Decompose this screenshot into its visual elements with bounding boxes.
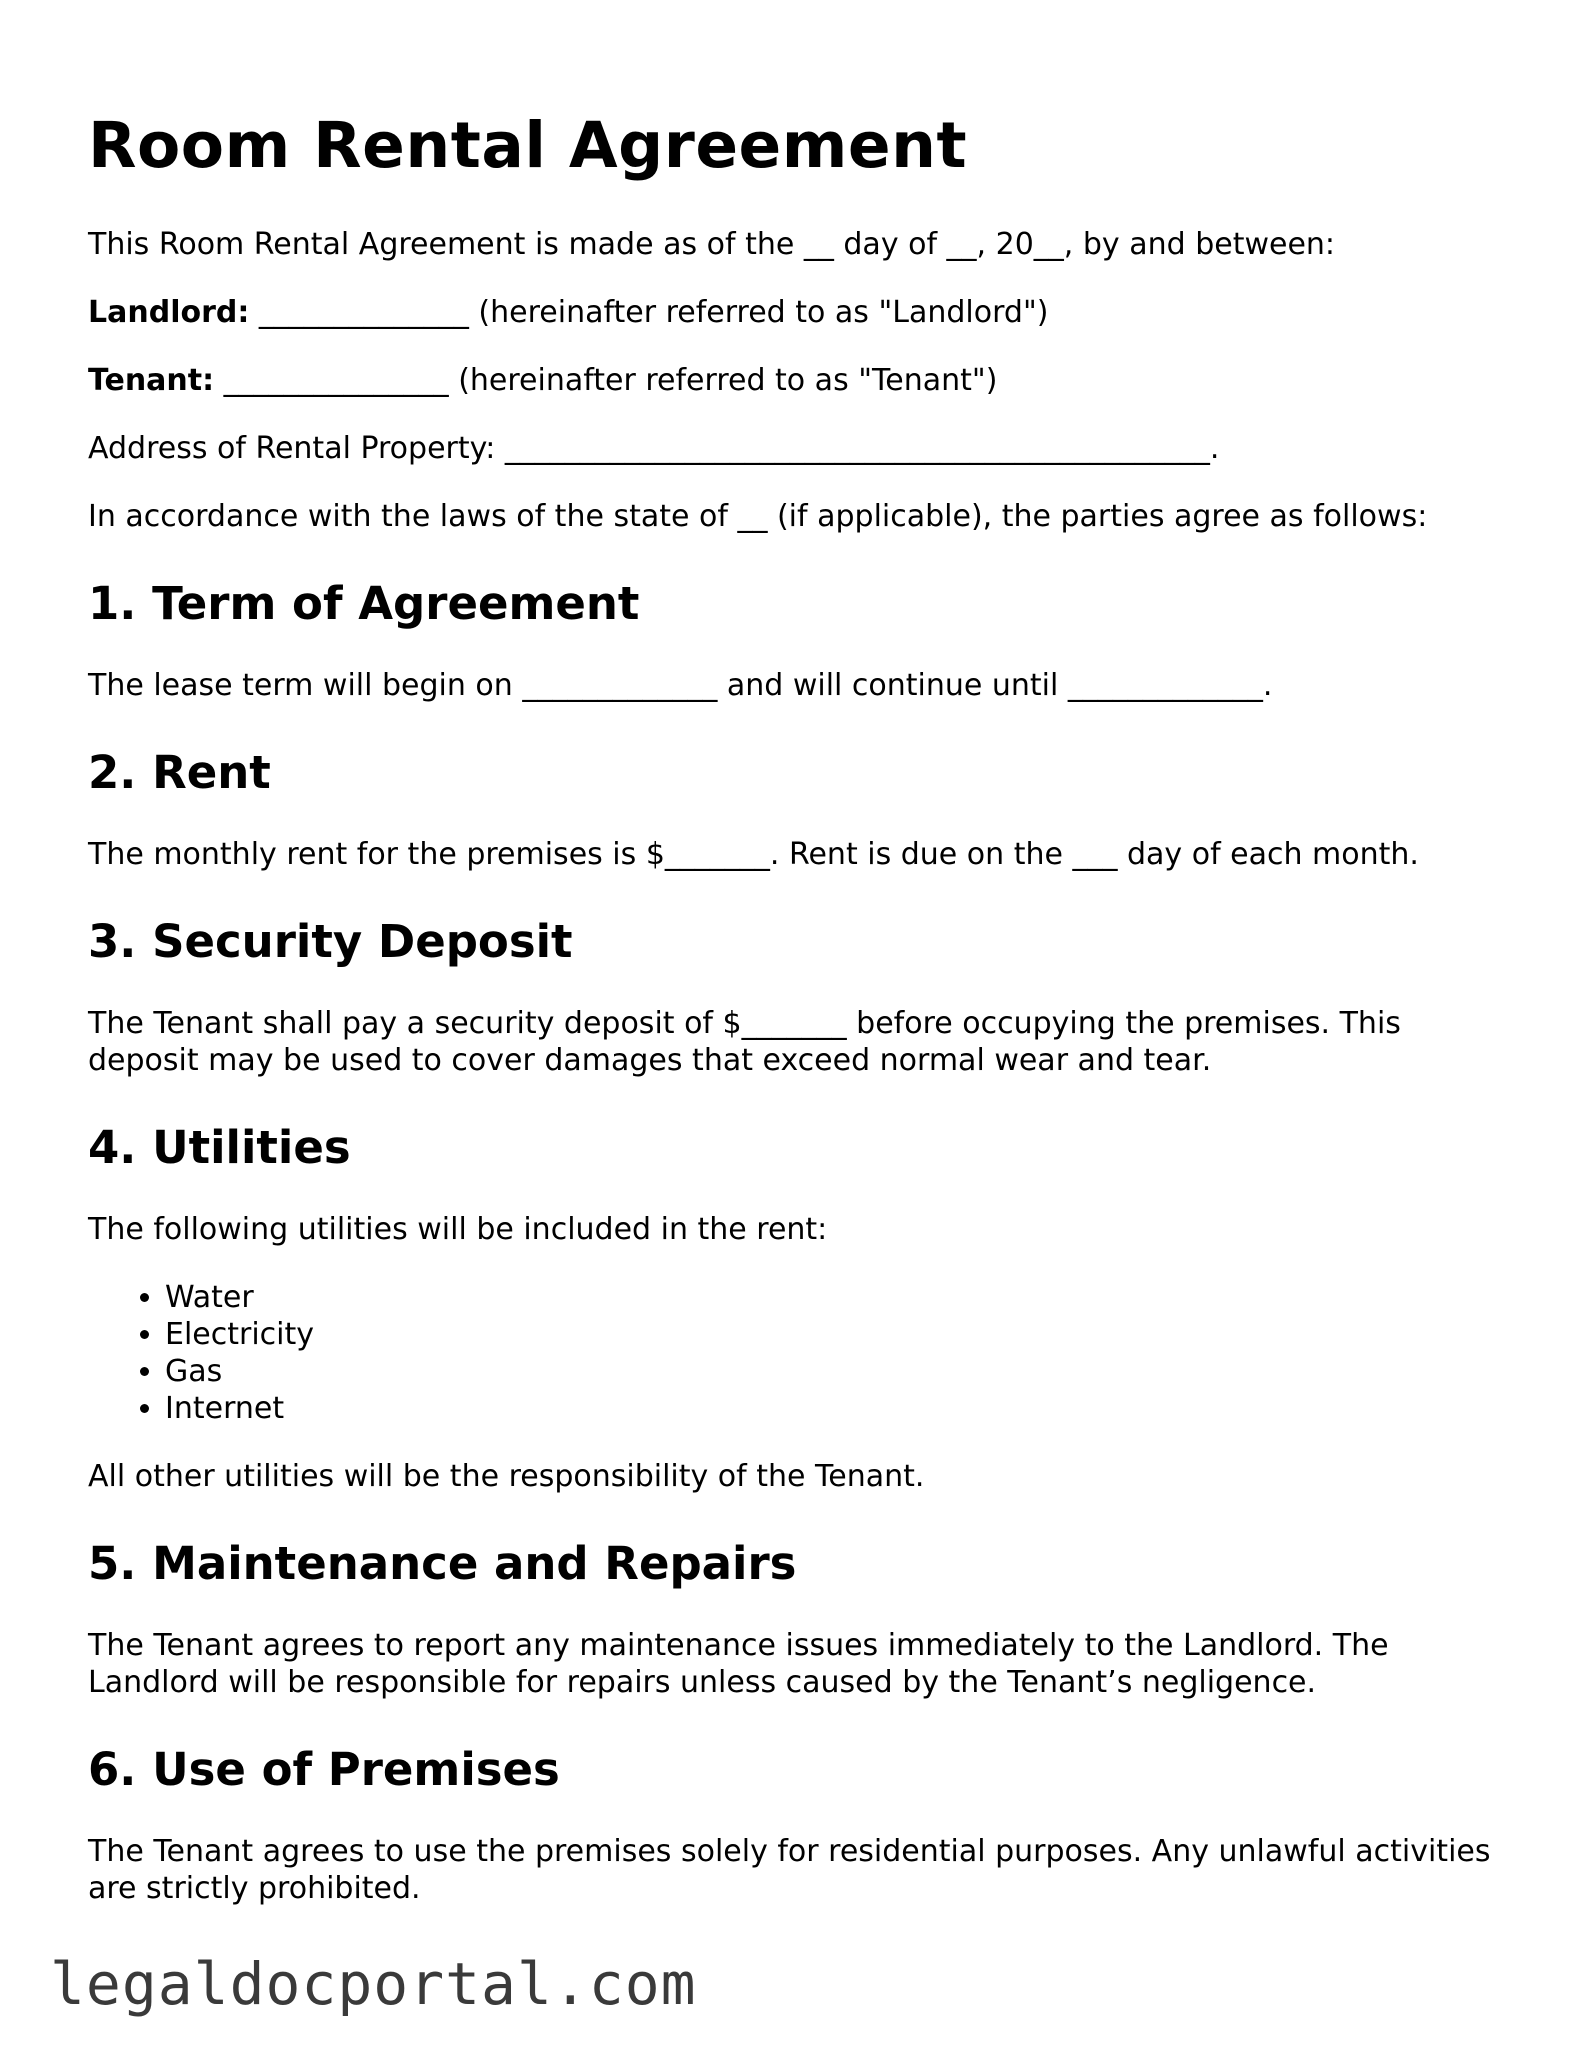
tenant-label: Tenant: (88, 362, 215, 398)
landlord-blank: ______________ (hereinafter referred to as "Landlord") (249, 294, 1049, 330)
document-page (88, 108, 1518, 1938)
document-title: Room Rental Agreement (88, 109, 968, 182)
address-line: Address of Rental Property: _______________________________________________. (88, 430, 1220, 466)
section-text-term: The lease term will begin on _____________ and will continue until _____________. (88, 667, 1273, 703)
utilities-list-item: • Water (165, 1279, 1518, 1316)
section-heading-rent: 2. Rent (88, 745, 271, 799)
section-text-utilities: The following utilities will be included in the rent: (88, 1211, 828, 1247)
intro-paragraph: This Room Rental Agreement is made as of the __ day of __, 20__, by and between: (88, 226, 1336, 262)
section-heading-utilities: 4. Utilities (88, 1120, 351, 1174)
landlord-line (88, 294, 1518, 331)
section-text-maintenance: The Tenant agrees to report any maintenance issues immediately to the Landlord. The Landlord will be responsible for repairs unless caused by the Tenant’s negligence. (88, 1627, 1389, 1700)
section-heading-use-of-premises: 6. Use of Premises (88, 1742, 560, 1796)
section-text-use-of-premises: The Tenant agrees to use the premises solely for residential purposes. Any unlawful activities are strictly prohibited. (88, 1833, 1491, 1906)
laws-paragraph: In accordance with the laws of the state of __ (if applicable), the parties agree as follows: (88, 498, 1428, 534)
section-heading-maintenance: 5. Maintenance and Repairs (88, 1536, 797, 1590)
utilities-list-item: • Internet (165, 1390, 1518, 1427)
tenant-blank: _______________ (hereinafter referred to as "Tenant") (214, 362, 998, 398)
section-text-utilities-after: All other utilities will be the responsibility of the Tenant. (88, 1458, 925, 1494)
section-text-rent: The monthly rent for the premises is $_______. Rent is due on the ___ day of each month. (88, 836, 1419, 872)
utilities-list-item: • Gas (165, 1353, 1518, 1390)
watermark-text: legaldocportal.com (50, 1950, 697, 2018)
section-heading-security-deposit: 3. Security Deposit (88, 914, 573, 968)
section-text-security-deposit: The Tenant shall pay a security deposit of $_______ before occupying the premises. This deposit may be used to cover damages that exceed normal wear and tear. (88, 1005, 1401, 1078)
utilities-list (88, 1279, 1518, 1427)
utilities-list-item: • Electricity (165, 1316, 1518, 1353)
section-heading-term: 1. Term of Agreement (88, 576, 640, 630)
landlord-label: Landlord: (88, 294, 250, 330)
tenant-line (88, 362, 1518, 399)
